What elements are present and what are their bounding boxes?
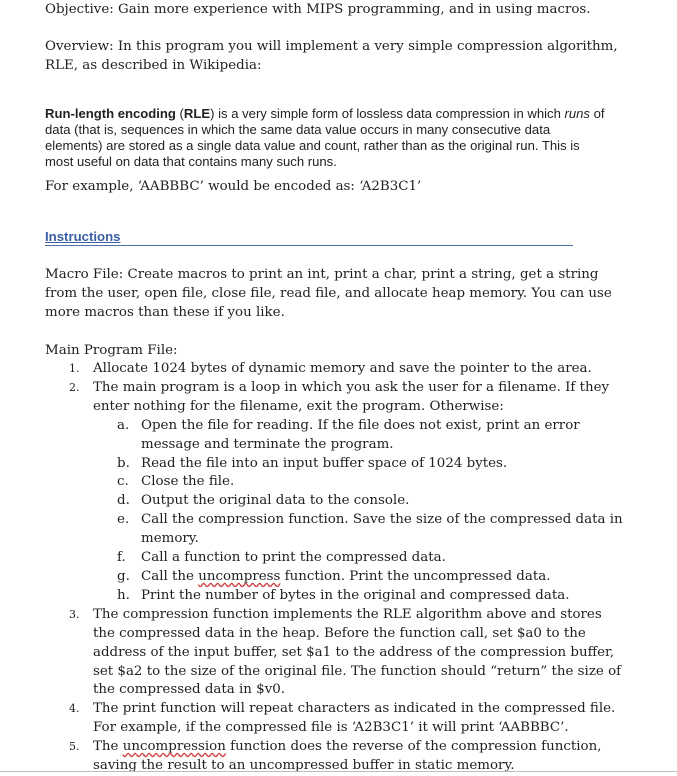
spellcheck-word: uncompression [122, 739, 226, 755]
list-number: 2. [69, 380, 80, 394]
list-item-text: The compression function implements the RLE algorithm above and stores the compressed data in the heap. Before the function call, set $a0 to the address of the input buffer, set $a1 to the address of the compression buffer, set $a2 to the size of the original file. The function should “return” the size of the compressed data in $v0. [93, 606, 622, 698]
instructions-heading-text: Instructions [45, 229, 121, 244]
main-program-heading: Main Program File: [45, 343, 178, 358]
sub-list-text: Output the original data to the console. [141, 493, 410, 509]
list-item [45, 606, 625, 701]
list-number: 5. [69, 740, 80, 754]
sub-list-letter: c. [117, 474, 129, 490]
wikipedia-quote [45, 106, 610, 170]
sub-list-text: Call a function to print the compressed data. [141, 550, 446, 566]
sub-list-item [93, 549, 625, 568]
sub-list-letter: h. [117, 587, 130, 603]
list-item [45, 360, 625, 379]
overview-text: Overview: In this program you will implement a very simple compression algorithm, RLE, as described in Wikipedia: [45, 39, 618, 73]
sub-steps-list [93, 417, 625, 606]
sub-list-text: Print the number of bytes in the original and compressed data. [141, 587, 570, 603]
sub-list-text: Call the compression function. Save the size of the compressed data in memory. [141, 512, 623, 547]
spellcheck-word: uncompress [198, 568, 281, 584]
sub-list-item [93, 473, 625, 492]
sub-list-text: Open the file for reading. If the file does not exist, print an error message and terminate the program. [141, 417, 580, 452]
list-item-text: The main program is a loop in which you ask the user for a filename. If they enter nothing for the filename, exit the program. Otherwise: [93, 379, 610, 414]
sub-list-letter: a. [117, 417, 130, 433]
quote-abbr-open: ( [175, 106, 184, 122]
main-steps-list [45, 360, 625, 776]
objective-text: Objective: Gain more experience with MIPS programming, and in using macros. [45, 2, 591, 17]
list-number: 1. [69, 362, 80, 375]
list-item-text: The print function will repeat characters as indicated in the compressed file. For example, if the compressed file is ‘A2B3C1’ it will print ‘AABBBC’. [93, 701, 616, 736]
list-item-text-2: function does the reverse of the compression function, saving the result to an uncompressed buffer in static memory. [93, 739, 602, 774]
list-item [45, 379, 625, 606]
sub-list-letter: f. [117, 550, 126, 566]
example-text: For example, ‘AABBBC’ would be encoded as: ‘A2B3C1’ [45, 179, 422, 194]
sub-list-item [93, 492, 625, 511]
list-number: 3. [69, 607, 80, 621]
sub-list-item [93, 455, 625, 474]
sub-list-text-1: Call the [141, 568, 199, 584]
list-number: 4. [69, 702, 80, 716]
sub-list-text: Close the file. [141, 474, 235, 490]
list-item [45, 700, 625, 738]
sub-list-item [93, 417, 625, 455]
quote-text-2: of data (that is, sequences in which the same data value occurs in many consecutive data elements) are stored as a single data value and count, rather than as the original run. This is most useful on data that contains many such runs. [45, 106, 605, 170]
quote-abbr: RLE [183, 106, 211, 122]
sub-list-letter: g. [117, 568, 130, 584]
sub-list-item [93, 511, 625, 549]
quote-runs: runs [564, 106, 590, 122]
list-item-text-1: The [93, 739, 123, 755]
list-item-text: Allocate 1024 bytes of dynamic memory and save the pointer to the area. [93, 361, 592, 376]
sub-list-item [93, 568, 625, 587]
sub-list-letter: e. [117, 512, 130, 528]
sub-list-letter: d. [117, 493, 130, 509]
page-bottom-rule [0, 771, 677, 772]
sub-list-text: Read the file into an input buffer space of 1024 bytes. [141, 455, 508, 471]
quote-text-1: ) is a very simple form of lossless data compression in which [210, 106, 565, 122]
sub-list-text-2: function. Print the uncompressed data. [280, 568, 551, 584]
sub-list-item [93, 587, 625, 606]
sub-list-letter: b. [117, 455, 130, 471]
instructions-heading [45, 229, 573, 246]
quote-term: Run-length encoding [45, 106, 176, 122]
macro-file-text: Macro File: Create macros to print an int, print a char, print a string, get a string from the user, open file, close file, read file, and allocate heap memory. You can use more macros than these if you like. [45, 267, 612, 320]
